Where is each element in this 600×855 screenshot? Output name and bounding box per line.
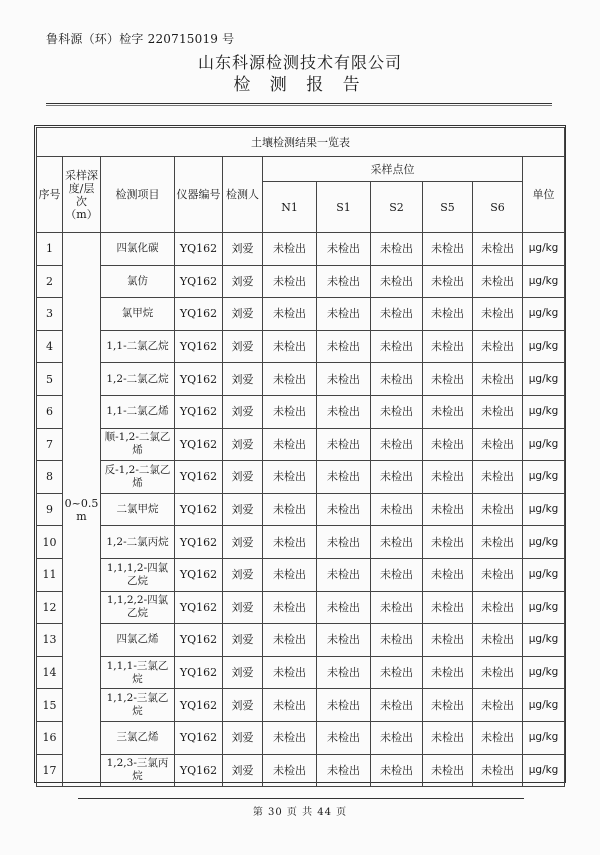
table-row: [37, 624, 565, 657]
row-instrument: YQ162: [175, 591, 223, 624]
row-value: 未检出: [263, 721, 317, 754]
header-instrument: 仪器编号: [175, 157, 223, 233]
row-value: 未检出: [263, 493, 317, 526]
row-seq: 17: [37, 754, 63, 787]
row-value: 未检出: [371, 591, 423, 624]
row-value: 未检出: [317, 233, 371, 266]
row-tester: 刘爱: [223, 526, 263, 559]
table-row: [37, 233, 565, 266]
footer-rule: [78, 798, 524, 799]
header-rule: [46, 103, 552, 104]
table-row: [37, 461, 565, 494]
row-item: 1,1,1-三氯乙烷: [101, 656, 175, 689]
row-value: 未检出: [263, 428, 317, 461]
row-value: 未检出: [371, 265, 423, 298]
row-tester: 刘爱: [223, 265, 263, 298]
row-seq: 16: [37, 721, 63, 754]
table-row: [37, 298, 565, 331]
row-instrument: YQ162: [175, 428, 223, 461]
header-point-s5: S5: [423, 182, 473, 233]
row-value: 未检出: [317, 624, 371, 657]
table-row: [37, 754, 565, 787]
row-instrument: YQ162: [175, 656, 223, 689]
row-seq: 10: [37, 526, 63, 559]
row-value: 未检出: [473, 721, 523, 754]
row-unit: μg/kg: [523, 558, 565, 591]
row-value: 未检出: [371, 461, 423, 494]
row-tester: 刘爱: [223, 493, 263, 526]
row-value: 未检出: [423, 265, 473, 298]
table-row: [37, 330, 565, 363]
row-unit: μg/kg: [523, 428, 565, 461]
row-instrument: YQ162: [175, 265, 223, 298]
row-value: 未检出: [371, 526, 423, 559]
row-value: 未检出: [371, 395, 423, 428]
row-item: 氯仿: [101, 265, 175, 298]
row-value: 未检出: [263, 624, 317, 657]
depth-cell: 0~0.5 m: [63, 233, 101, 787]
row-value: 未检出: [473, 624, 523, 657]
row-value: 未检出: [473, 428, 523, 461]
row-tester: 刘爱: [223, 689, 263, 722]
row-unit: μg/kg: [523, 395, 565, 428]
row-instrument: YQ162: [175, 461, 223, 494]
row-instrument: YQ162: [175, 526, 223, 559]
soil-results-table: [36, 127, 565, 787]
row-instrument: YQ162: [175, 754, 223, 787]
row-value: 未检出: [317, 493, 371, 526]
row-tester: 刘爱: [223, 428, 263, 461]
row-value: 未检出: [263, 656, 317, 689]
row-instrument: YQ162: [175, 558, 223, 591]
row-value: 未检出: [423, 461, 473, 494]
row-instrument: YQ162: [175, 493, 223, 526]
row-value: 未检出: [317, 754, 371, 787]
row-unit: μg/kg: [523, 493, 565, 526]
row-value: 未检出: [473, 363, 523, 396]
table-row: [37, 656, 565, 689]
header-row-1: [37, 157, 565, 182]
row-value: 未检出: [371, 754, 423, 787]
row-value: 未检出: [263, 298, 317, 331]
row-value: 未检出: [317, 298, 371, 331]
row-value: 未检出: [317, 363, 371, 396]
row-unit: μg/kg: [523, 461, 565, 494]
row-value: 未检出: [317, 656, 371, 689]
row-tester: 刘爱: [223, 233, 263, 266]
row-value: 未检出: [423, 754, 473, 787]
row-item: 1,1-二氯乙烯: [101, 395, 175, 428]
table-caption-row: [37, 128, 565, 157]
row-unit: μg/kg: [523, 265, 565, 298]
row-unit: μg/kg: [523, 363, 565, 396]
header-tester: 检测人: [223, 157, 263, 233]
header-point-s2: S2: [371, 182, 423, 233]
row-tester: 刘爱: [223, 363, 263, 396]
row-tester: 刘爱: [223, 656, 263, 689]
row-value: 未检出: [371, 330, 423, 363]
row-value: 未检出: [423, 624, 473, 657]
row-value: 未检出: [317, 428, 371, 461]
row-item: 1,1,1,2-四氯乙烷: [101, 558, 175, 591]
row-item: 1,2-二氯乙烷: [101, 363, 175, 396]
row-value: 未检出: [371, 363, 423, 396]
table-row: [37, 493, 565, 526]
header-point-n1: N1: [263, 182, 317, 233]
row-tester: 刘爱: [223, 721, 263, 754]
row-value: 未检出: [263, 558, 317, 591]
header-point-s6: S6: [473, 182, 523, 233]
row-seq: 4: [37, 330, 63, 363]
row-value: 未检出: [473, 526, 523, 559]
row-value: 未检出: [317, 526, 371, 559]
row-value: 未检出: [317, 591, 371, 624]
row-value: 未检出: [317, 558, 371, 591]
row-tester: 刘爱: [223, 298, 263, 331]
table-row: [37, 689, 565, 722]
row-tester: 刘爱: [223, 558, 263, 591]
row-tester: 刘爱: [223, 330, 263, 363]
report-number: 鲁科源（环）检字 220715019 号: [46, 32, 235, 46]
row-seq: 15: [37, 689, 63, 722]
row-instrument: YQ162: [175, 721, 223, 754]
table-caption: 土壤检测结果一览表: [37, 128, 565, 157]
row-value: 未检出: [263, 233, 317, 266]
row-value: 未检出: [423, 233, 473, 266]
row-value: 未检出: [473, 558, 523, 591]
row-value: 未检出: [263, 689, 317, 722]
row-value: 未检出: [263, 265, 317, 298]
row-item: 四氯乙烯: [101, 624, 175, 657]
row-seq: 12: [37, 591, 63, 624]
row-value: 未检出: [317, 689, 371, 722]
row-unit: μg/kg: [523, 330, 565, 363]
row-item: 反-1,2-二氯乙烯: [101, 461, 175, 494]
table-row: [37, 428, 565, 461]
row-value: 未检出: [423, 395, 473, 428]
row-instrument: YQ162: [175, 298, 223, 331]
row-seq: 13: [37, 624, 63, 657]
row-unit: μg/kg: [523, 591, 565, 624]
row-value: 未检出: [423, 591, 473, 624]
row-item: 1,1,2-三氯乙烷: [101, 689, 175, 722]
header-point-s1: S1: [317, 182, 371, 233]
row-value: 未检出: [263, 395, 317, 428]
header-item: 检测项目: [101, 157, 175, 233]
row-value: 未检出: [317, 395, 371, 428]
row-tester: 刘爱: [223, 754, 263, 787]
row-item: 二氯甲烷: [101, 493, 175, 526]
row-value: 未检出: [371, 298, 423, 331]
header-unit: 单位: [523, 157, 565, 233]
row-value: 未检出: [263, 754, 317, 787]
row-unit: μg/kg: [523, 721, 565, 754]
row-value: 未检出: [371, 558, 423, 591]
row-instrument: YQ162: [175, 395, 223, 428]
row-value: 未检出: [263, 363, 317, 396]
row-value: 未检出: [423, 363, 473, 396]
row-seq: 7: [37, 428, 63, 461]
row-value: 未检出: [423, 526, 473, 559]
row-unit: μg/kg: [523, 754, 565, 787]
row-seq: 3: [37, 298, 63, 331]
row-tester: 刘爱: [223, 461, 263, 494]
row-seq: 11: [37, 558, 63, 591]
row-value: 未检出: [473, 298, 523, 331]
row-value: 未检出: [423, 558, 473, 591]
row-value: 未检出: [317, 330, 371, 363]
row-unit: μg/kg: [523, 656, 565, 689]
row-unit: μg/kg: [523, 526, 565, 559]
row-value: 未检出: [473, 265, 523, 298]
row-value: 未检出: [423, 656, 473, 689]
row-value: 未检出: [473, 591, 523, 624]
row-item: 四氯化碳: [101, 233, 175, 266]
row-item: 1,1-二氯乙烷: [101, 330, 175, 363]
row-value: 未检出: [371, 493, 423, 526]
row-seq: 9: [37, 493, 63, 526]
row-instrument: YQ162: [175, 233, 223, 266]
row-item: 顺-1,2-二氯乙烯: [101, 428, 175, 461]
row-value: 未检出: [473, 330, 523, 363]
row-value: 未检出: [423, 330, 473, 363]
table-row: [37, 591, 565, 624]
table-row: [37, 558, 565, 591]
row-unit: μg/kg: [523, 233, 565, 266]
row-seq: 8: [37, 461, 63, 494]
table-row: [37, 265, 565, 298]
row-value: 未检出: [317, 461, 371, 494]
table-row: [37, 395, 565, 428]
row-item: 1,1,2,2-四氯乙烷: [101, 591, 175, 624]
row-value: 未检出: [473, 461, 523, 494]
table-row: [37, 526, 565, 559]
row-unit: μg/kg: [523, 624, 565, 657]
row-value: 未检出: [473, 493, 523, 526]
row-unit: μg/kg: [523, 689, 565, 722]
row-value: 未检出: [371, 428, 423, 461]
row-value: 未检出: [263, 461, 317, 494]
row-seq: 1: [37, 233, 63, 266]
company-name: 山东科源检测技术有限公司: [197, 53, 402, 72]
row-tester: 刘爱: [223, 591, 263, 624]
row-instrument: YQ162: [175, 363, 223, 396]
row-value: 未检出: [371, 689, 423, 722]
row-value: 未检出: [473, 689, 523, 722]
row-value: 未检出: [371, 656, 423, 689]
row-item: 氯甲烷: [101, 298, 175, 331]
row-instrument: YQ162: [175, 624, 223, 657]
row-seq: 6: [37, 395, 63, 428]
header-rule-secondary: [46, 105, 552, 106]
row-value: 未检出: [423, 689, 473, 722]
row-tester: 刘爱: [223, 395, 263, 428]
row-unit: μg/kg: [523, 298, 565, 331]
document-title: 检 测 报 告: [233, 75, 367, 95]
row-instrument: YQ162: [175, 330, 223, 363]
row-value: 未检出: [371, 233, 423, 266]
row-value: 未检出: [423, 298, 473, 331]
table-row: [37, 721, 565, 754]
header-sampling-points: 采样点位: [263, 157, 523, 182]
page-number: 第 30 页 共 44 页: [252, 807, 348, 818]
header-seq: 序号: [37, 157, 63, 233]
row-item: 1,2-二氯丙烷: [101, 526, 175, 559]
row-value: 未检出: [423, 721, 473, 754]
row-value: 未检出: [263, 330, 317, 363]
row-value: 未检出: [473, 395, 523, 428]
header-depth: 采样深度/层次（m）: [63, 157, 101, 233]
row-value: 未检出: [317, 721, 371, 754]
row-value: 未检出: [263, 591, 317, 624]
row-value: 未检出: [317, 265, 371, 298]
row-instrument: YQ162: [175, 689, 223, 722]
row-tester: 刘爱: [223, 624, 263, 657]
row-value: 未检出: [423, 428, 473, 461]
row-value: 未检出: [473, 754, 523, 787]
row-value: 未检出: [371, 624, 423, 657]
row-value: 未检出: [473, 656, 523, 689]
row-item: 三氯乙烯: [101, 721, 175, 754]
row-value: 未检出: [473, 233, 523, 266]
row-seq: 2: [37, 265, 63, 298]
row-seq: 5: [37, 363, 63, 396]
row-value: 未检出: [263, 526, 317, 559]
row-value: 未检出: [423, 493, 473, 526]
table-row: [37, 363, 565, 396]
row-seq: 14: [37, 656, 63, 689]
row-item: 1,2,3-三氯丙烷: [101, 754, 175, 787]
row-value: 未检出: [371, 721, 423, 754]
